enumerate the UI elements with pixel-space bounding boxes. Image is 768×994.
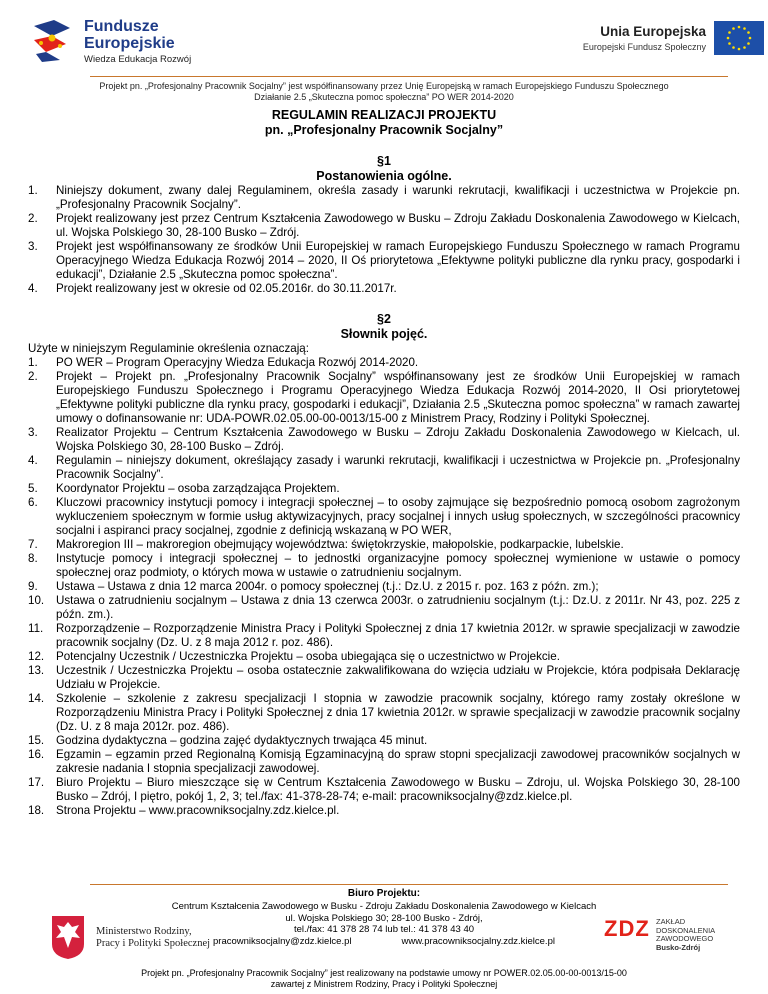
ministry-line-1: Ministerstwo Rodziny, (96, 926, 192, 937)
list-item (28, 426, 740, 454)
fe-flag-icon (30, 18, 76, 64)
list-item (28, 482, 740, 496)
footer-www-link[interactable]: www.pracowniksocjalny.zdz.kielce.pl (401, 935, 555, 947)
document-body (28, 108, 740, 818)
list-item (28, 184, 740, 212)
item-number: 2. (28, 370, 38, 383)
section-2-intro: Użyte w niniejszym Regulaminie określenia oznaczają: (28, 342, 309, 355)
fe-text (84, 18, 191, 65)
list-item (28, 594, 740, 622)
item-text: Regulamin – niniejszy dokument, określający zasady i warunki rekrutacji, kwalifikacji i uczestnictwa w Projekcie pn. „Profesjonalny Pracownik Socjalny”. (56, 454, 740, 481)
item-number: 3. (28, 240, 38, 253)
footer-note (0, 968, 768, 990)
item-text: Uczestnik / Uczestniczka Projektu – osoba ostatecznie zakwalifikowana do wzięcia udziału w Projekcie, która podpisała Deklarację Udziału w Projekcie. (56, 664, 740, 691)
list-item (28, 282, 740, 296)
item-text: Projekt jest współfinansowany ze środków Unii Europejskiej w ramach Europejskiego Funduszu Społecznego w ramach Programu Operacyjnego Wiedza Edukacja Rozwój 2014 – 2020, II Oś priorytetowa „Efektywne polityki publiczne dla rynku pracy, gospodarki i edukacji”, Działanie 2.5 „Skuteczna pomoc społeczna”. (56, 240, 740, 281)
item-text: Szkolenie – szkolenie z zakresu specjalizacji I stopnia w zawodzie pracownik socjalny, którego ramy zostały określone w Rozporządzeniu Ministra Pracy i Polityki Społecznej z dnia 17 kwietnia 2012r. w sprawie specjalizacji w zawodzie pracownik socjalny (Dz. U. z 8 maja 2012r. poz. 486). (56, 692, 740, 733)
ministry-label (96, 926, 210, 950)
header-note-line-2: Działanie 2.5 „Skuteczna pomoc społeczna” PO WER 2014-2020 (254, 92, 514, 102)
footer-divider (90, 884, 728, 885)
list-item (28, 580, 740, 594)
item-text: Rozporządzenie – Rozporządzenie Ministra Pracy i Polityki Społecznej z dnia 17 kwietnia 2012r. w sprawie specjalizacji w zawodzie pracownik socjalny (Dz. U. z 8 maja 2012 r. poz. 486). (56, 622, 740, 649)
zdz-line-4: Busko-Zdrój (656, 942, 701, 952)
list-item (28, 212, 740, 240)
header-note (0, 81, 768, 103)
list-item (28, 804, 740, 818)
item-text: Makroregion III – makroregion obejmujący województwa: świętokrzyskie, małopolskie, podkarpackie, lubelskie. (56, 538, 624, 551)
footer-note-line-1: Projekt pn. „Profesjonalny Pracownik Socjalny” jest realizowany na podstawie umowy nr POWER.02.05.00-00-0013/15-00 (141, 968, 627, 978)
section-1-title: Postanowienia ogólne. (316, 169, 452, 183)
eu-flag-icon (714, 21, 764, 55)
item-number: 6. (28, 496, 38, 509)
ue-subtitle: Europejski Fundusz Społeczny (582, 42, 706, 52)
doc-subtitle: pn. „Profesjonalny Pracownik Socjalny” (264, 123, 504, 137)
list-item (28, 664, 740, 692)
item-number: 8. (28, 552, 38, 565)
zdz-line-2: DOSKONALENIA (656, 925, 716, 935)
item-number: 3. (28, 426, 38, 439)
section-1-list (28, 184, 740, 296)
item-text: Niniejszy dokument, zwany dalej Regulaminem, określa zasady i warunki rekrutacji, kwalifikacji i uczestnictwa w Projekcie pn. „Profesjonalny Pracownik Socjalny”. (56, 184, 740, 211)
item-number: 2. (28, 212, 38, 225)
item-text: Realizator Projektu – Centrum Kształcenia Zawodowego w Busku – Zdroju Zakładu Doskonalenia Zawodowego w Kielcach, ul. Wojska Polskiego 30, 28-100 Busko – Zdrój. (56, 426, 740, 453)
list-item (28, 356, 740, 370)
item-number: 18. (28, 804, 45, 817)
header-note-line-1: Projekt pn. „Profesjonalny Pracownik Socjalny” jest współfinansowany przez Unię Europejską w ramach Europejskiego Funduszu Społecznego (99, 81, 669, 91)
item-number: 16. (28, 748, 45, 761)
zdz-text (656, 918, 715, 952)
section-2-title: Słownik pojęć. (340, 327, 428, 341)
item-number: 11. (28, 622, 44, 635)
item-text: PO WER – Program Operacyjny Wiedza Edukacja Rozwój 2014-2020. (56, 356, 419, 369)
item-text: Potencjalny Uczestnik / Uczestniczka Projektu – osoba ubiegająca się o uczestnictwo w Projekcie. (56, 650, 560, 663)
section-1-number: §1 (377, 154, 391, 168)
list-item (28, 496, 740, 538)
footer-note-line-2: zawartej z Ministrem Rodziny, Pracy i Polityki Społecznej (270, 979, 498, 989)
item-text: Egzamin – egzamin przed Regionalną Komisją Egzaminacyjną do spraw stopni specjalizacji zawodowej pracowników socjalnych w zakresie nadania I stopnia specjalizacji zawodowej. (56, 748, 740, 775)
zdz-mark: ZDZ (604, 916, 650, 941)
item-text: Instytucje pomocy i integracji społecznej – to jednostki organizacyjne pomocy społecznej wymienione w ustawie o pomocy społecznej oraz podmioty, o których mowa w ustawie o zatrudnieniu socjalnym. (56, 552, 740, 579)
item-number: 12. (28, 650, 45, 663)
doc-title: REGULAMIN REALIZACJI PROJEKTU (271, 108, 497, 122)
list-item (28, 748, 740, 776)
section-2-list (28, 356, 740, 818)
zdz-line-1: ZAKŁAD (656, 917, 686, 926)
item-number: 1. (28, 184, 38, 197)
item-text: Projekt realizowany jest w okresie od 02.05.2016r. do 30.11.2017r. (56, 282, 397, 295)
fe-title-2: Europejskie (84, 35, 175, 52)
item-text: Ustawa o zatrudnieniu socjalnym – Ustawa z dnia 13 czerwca 2003r. o zatrudnieniu socjalnym (t.j.: Dz.U. z 2011r. Nr 43, poz. 225 z późn. zm.). (56, 594, 740, 621)
item-text: Biuro Projektu – Biuro mieszczące się w Centrum Kształcenia Zawodowego w Busku – Zdroju, ul. Wojska Polskiego 30, 28-100 Busko – Zdrój, I piętro, pokój 1, 2, 3; tel./fax: 41-378-28-74; e-mail: pracowniksocjalny@zdz.kielce.pl. (56, 776, 740, 803)
list-item (28, 692, 740, 734)
zdz-line-3: ZAWODOWEGO (656, 934, 714, 943)
list-item (28, 650, 740, 664)
item-number: 4. (28, 454, 38, 467)
footer-biuro-label: Biuro Projektu: (347, 888, 421, 899)
polish-eagle-icon (50, 914, 86, 960)
fe-subtitle: Wiedza Edukacja Rozwój (84, 54, 192, 65)
item-text: Koordynator Projektu – osoba zarządzająca Projektem. (56, 482, 340, 495)
ministry-line-2: Pracy i Polityki Społecznej (96, 938, 211, 949)
ue-text (583, 24, 706, 52)
list-item (28, 552, 740, 580)
footer-line-3: tel./fax: 41 378 28 74 lub tel.: 41 378 43 40 (293, 924, 475, 935)
item-text: Ustawa – Ustawa z dnia 12 marca 2004r. o pomocy społecznej (t.j.: Dz.U. z 2015 r. poz. 163 z późn. zm.); (56, 580, 599, 593)
item-number: 5. (28, 482, 38, 495)
list-item (28, 776, 740, 804)
list-item (28, 370, 740, 426)
item-number: 17. (28, 776, 45, 789)
list-item (28, 454, 740, 482)
item-number: 14. (28, 692, 45, 705)
item-number: 10. (28, 594, 45, 607)
item-number: 1. (28, 356, 38, 369)
fundusze-europejskie-logo (30, 18, 200, 68)
list-item (28, 622, 740, 650)
ue-title: Unia Europejska (600, 24, 706, 39)
list-item (28, 538, 740, 552)
item-text: Projekt realizowany jest przez Centrum Kształcenia Zawodowego w Busku – Zdroju Zakładu Doskonalenia Zawodowego w Kielcach, ul. Wojska Polskiego 30, 28-100 Busko – Zdrój. (56, 212, 740, 239)
item-text: Strona Projektu – www.pracowniksocjalny.zdz.kielce.pl. (56, 804, 340, 817)
item-text: Godzina dydaktyczna – godzina zajęć dydaktycznych trwająca 45 minut. (56, 734, 428, 747)
header-divider (90, 76, 728, 77)
footer-line-1: Centrum Kształcenia Zawodowego w Busku - Zdroju Zakładu Doskonalenia Zawodowego w Kielcach (171, 901, 597, 912)
item-number: 15. (28, 734, 45, 747)
footer-email-link[interactable]: pracowniksocjalny@zdz.kielce.pl (213, 935, 352, 947)
section-2-number: §2 (377, 312, 391, 326)
item-number: 7. (28, 538, 38, 551)
item-number: 13. (28, 664, 45, 677)
page-header (0, 0, 768, 102)
item-text: Kluczowi pracownicy instytucji pomocy i integracji społecznej – to osoby zajmujące się bezpośrednio pomocą osobom zagrożonym wykluczeniem społecznym w formie usług aktywizacyjnych, pracy socjalnej i innych usług społecznych, w szczególności pracownicy socjalni i aspiranci pracy socjalnej, zgodnie z definicją wskazaną w PO WER, (56, 496, 740, 537)
footer-line-2: ul. Wojska Polskiego 30; 28-100 Busko - Zdrój, (285, 912, 483, 924)
page-footer (0, 884, 768, 994)
list-item (28, 734, 740, 748)
fe-title-1: Fundusze (84, 18, 159, 35)
list-item (28, 240, 740, 282)
item-number: 9. (28, 580, 38, 593)
zdz-logo (604, 916, 754, 960)
item-number: 4. (28, 282, 38, 295)
item-text: Projekt – Projekt pn. „Profesjonalny Pracownik Socjalny” współfinansowany jest ze środków Unii Europejskiej w ramach Europejskiego Funduszu Społecznego i Programu Operacyjnego Wiedza Edukacja Rozwój 2014-2020, II Osi priorytetowej „Efektywne polityki publiczne dla rynku pracy, gospodarki i edukacji”, Działania 2.5 „Skuteczna pomoc społeczna” w ramach zawartej umowy o dofinansowanie nr: UDA-POWR.02.05.00-00-0013/15-00 z Ministrem Pracy, Rodziny i Polityki Społecznej. (56, 370, 740, 425)
